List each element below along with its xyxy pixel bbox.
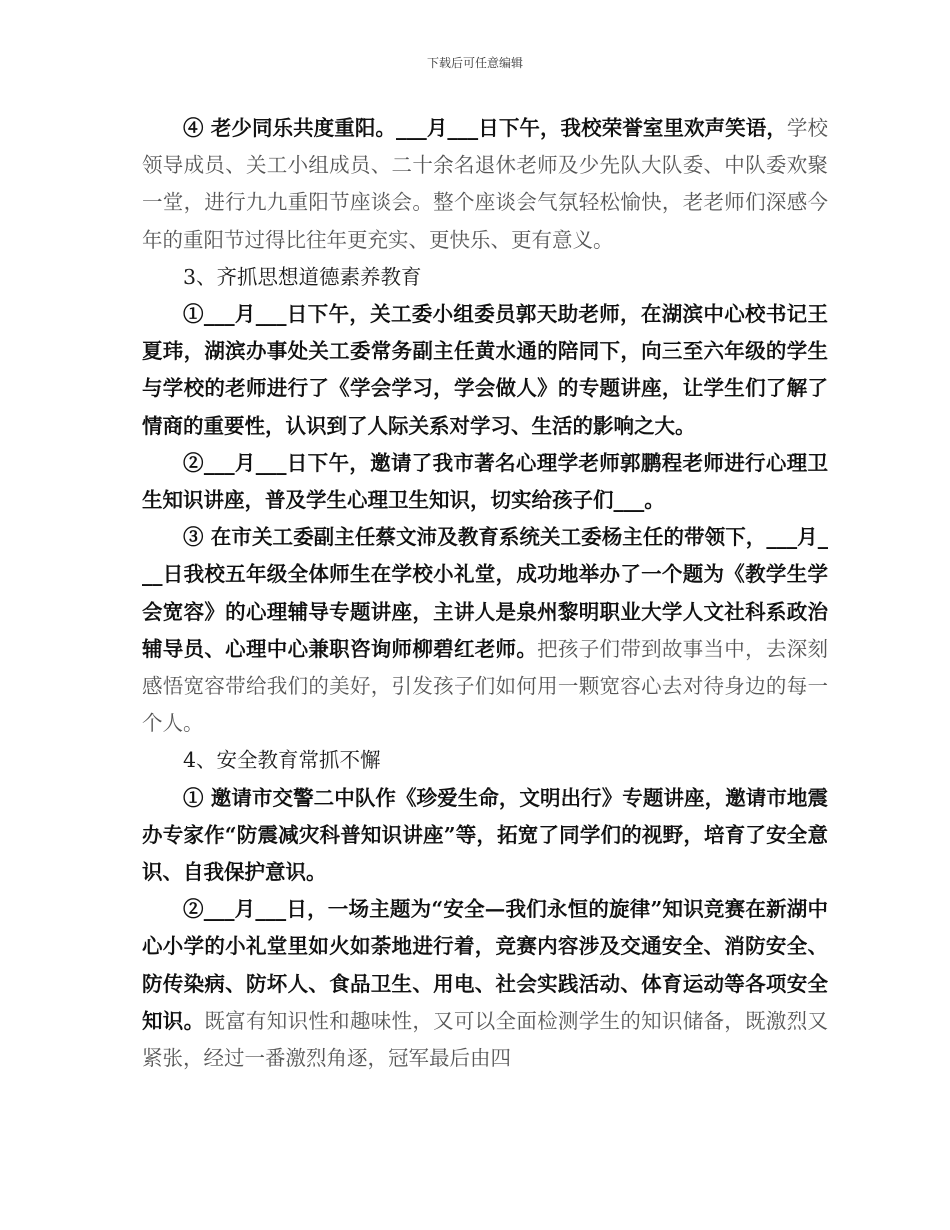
heading-text: 4、安全教育常抓不懈: [183, 748, 381, 773]
document-body: [142, 110, 828, 1077]
paragraph-tolerance-lecture: [142, 519, 828, 742]
paragraph-mental-health-lecture: [142, 445, 828, 519]
paragraph-text: ①___月___日下午，关工委小组委员郭天助老师，在湖滨中心校书记王夏玮，湖滨办事处关工委常务副主任黄水通的陪同下，向三至六年级的学生与学校的老师进行了《学会学习，学会做人》的专题讲座，让学生们了解了情商的重要性，认识到了人际关系对学习、生活的影响之大。: [142, 302, 828, 438]
section-heading-moral-education: [142, 259, 828, 296]
paragraph-traffic-safety-lecture: [142, 780, 828, 892]
paragraph-text: 既富有知识性和趣味性，又可以全面检测学生的知识储备，既激烈又紧张，经过一番激烈角逐，冠军最后由四: [142, 1008, 828, 1071]
paragraph-double-ninth-gathering: [142, 110, 828, 259]
paragraph-text: ②___月___日，一场主题为“安全—我们永恒的旋律”知识竞赛在新湖中心小学的小礼堂里如火如荼地进行着，竞赛内容涉及交通安全、消防安全、防传染病、防坏人、食品卫生、用电、社会实践活动、体育运动等各项安全知识。: [142, 897, 828, 1033]
paragraph-text: ① 邀请市交警二中队作《珍爱生命，文明出行》专题讲座，邀请市地震办专家作“防震减灾科普知识讲座”等，拓宽了同学们的视野，培育了安全意识、自我保护意识。: [142, 785, 828, 885]
section-heading-safety-education: [142, 742, 828, 779]
paragraph-text: ④ 老少同乐共度重阳。___月___日下午，我校荣誉室里欢声笑语，: [183, 116, 787, 140]
paragraph-text: 学校领导成员、关工小组成员、二十余名退休老师及少先队大队委、中队委欢聚一堂，进行九九重阳节座谈会。整个座谈会气氛轻松愉快，老老师们深感今年的重阳节过得比往年更充实、更快乐、更有意义。: [142, 116, 829, 252]
paragraph-lecture-learning: [142, 296, 828, 445]
page-header: 下载后可任意编辑: [426, 56, 523, 70]
heading-text: 3、齐抓思想道德素养教育: [183, 264, 422, 289]
paragraph-text: 把孩子们带到故事当中，去深刻感悟宽容带给我们的美好，引发孩子们如何用一颗宽容心去对待身边的每一个人。: [142, 636, 828, 736]
paragraph-text: ③ 在市关工委副主任蔡文沛及教育系统关工委杨主任的带领下，___月___日我校五年级全体师生在学校小礼堂，成功地举办了一个题为《教学生学会宽容》的心理辅导专题讲座，主讲人是泉州黎明职业大学人文社科系政治辅导员、心理中心兼职咨询师柳碧红老师。: [142, 525, 828, 661]
paragraph-safety-quiz: [142, 891, 828, 1077]
paragraph-text: ②___月___日下午，邀请了我市著名心理学老师郭鹏程老师进行心理卫生知识讲座，普及学生心理卫生知识，切实给孩子们___。: [142, 450, 828, 513]
